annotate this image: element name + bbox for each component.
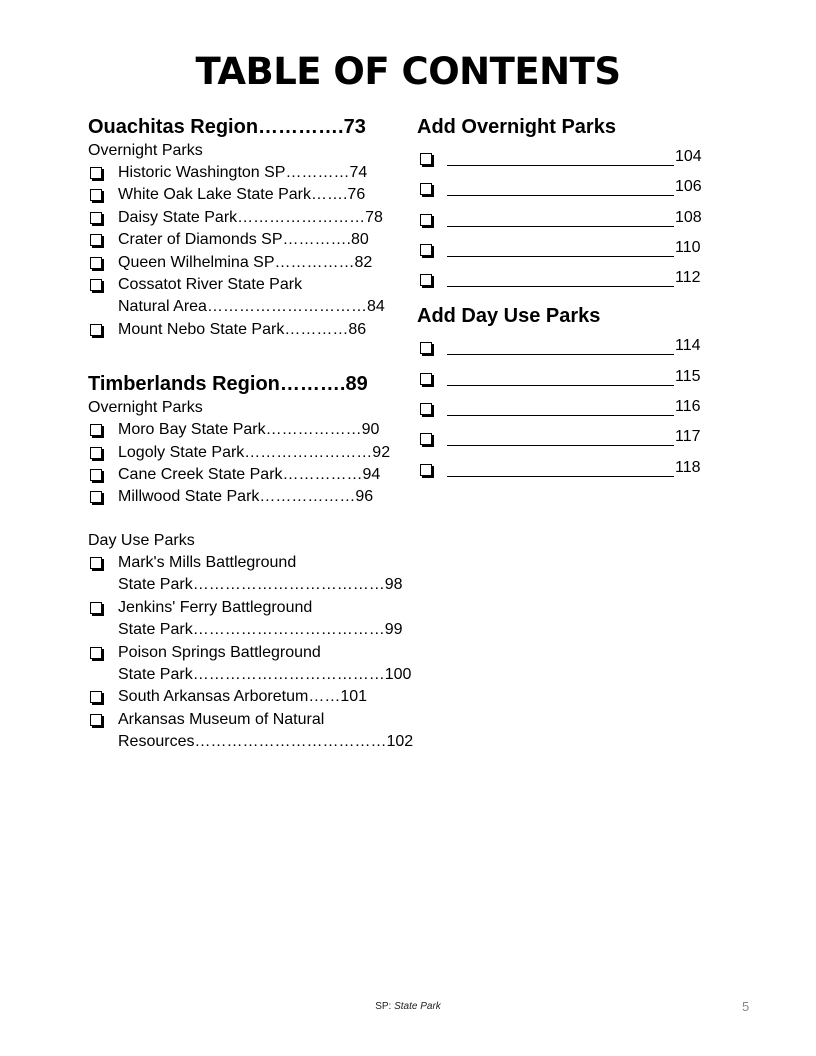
blank-entry-row (417, 335, 717, 365)
entry-text: Poison Springs Battleground (118, 643, 321, 661)
entry-text: Natural Area………………………… (118, 298, 367, 316)
add-section-heading: Add Overnight Parks (417, 116, 616, 138)
blank-write-line[interactable] (447, 354, 674, 355)
entry-line (118, 642, 388, 664)
entry-text: White Oak Lake State Park……. (118, 186, 348, 204)
entry-page-number: 90 (361, 421, 380, 439)
toc-entry (88, 552, 403, 597)
checkbox-icon[interactable] (420, 153, 432, 165)
toc-entry (88, 486, 388, 508)
entry-page-number: 96 (355, 488, 374, 506)
entry-page-number: 100 (384, 665, 412, 683)
subsection-label: Day Use Parks (88, 531, 195, 549)
checkbox-icon[interactable] (420, 274, 432, 286)
entry-text: Mount Nebo State Park………… (118, 320, 349, 338)
toc-entry (88, 252, 388, 274)
blank-entry-page-number: 106 (675, 178, 702, 196)
entry-text: State Park……………………………… (118, 576, 385, 594)
page-title: TABLE OF CONTENTS (195, 50, 621, 93)
entry-line (118, 296, 388, 318)
region-title: Ouachitas Region (88, 116, 259, 138)
footnote (0, 1001, 816, 1012)
entry-line (118, 619, 403, 641)
checkbox-icon[interactable] (90, 714, 102, 726)
entry-page-number: 98 (384, 576, 403, 594)
page-number: 5 (742, 999, 750, 1014)
entry-page-number: 84 (366, 298, 385, 316)
entry-line (118, 486, 388, 508)
entry-line (118, 597, 388, 619)
entry-line (118, 184, 388, 206)
blank-write-line[interactable] (447, 445, 674, 446)
checkbox-icon[interactable] (420, 373, 432, 385)
blank-write-line[interactable] (447, 385, 674, 386)
checkbox-icon[interactable] (420, 433, 432, 445)
entry-line (118, 686, 388, 708)
blank-entry-page-number: 108 (675, 208, 702, 226)
spacer (88, 509, 388, 530)
toc-right-column (417, 114, 717, 487)
entry-text: Jenkins' Ferry Battleground (118, 598, 313, 616)
entry-page-number: 80 (350, 231, 369, 249)
entry-page-number: 101 (340, 688, 368, 706)
toc-entry (88, 184, 388, 206)
blank-entry-page-number: 116 (675, 398, 701, 416)
checkbox-icon[interactable] (420, 403, 432, 415)
blank-entry-row (417, 426, 717, 456)
entry-text: South Arkansas Arboretum…… (118, 688, 341, 706)
checkbox-icon[interactable] (90, 424, 102, 436)
entry-line (118, 274, 388, 296)
entry-text: Arkansas Museum of Natural (118, 710, 325, 728)
blank-write-line[interactable] (447, 195, 674, 196)
checkbox-icon[interactable] (90, 167, 102, 179)
toc-entry (88, 464, 388, 486)
checkbox-icon[interactable] (90, 212, 102, 224)
toc-entry (88, 597, 403, 642)
blank-write-line[interactable] (447, 165, 674, 166)
entry-text: Cane Creek State Park…………… (118, 466, 363, 484)
entry-text: Queen Wilhelmina SP…………… (118, 253, 355, 271)
blank-write-line[interactable] (447, 226, 674, 227)
entry-page-number: 78 (365, 208, 383, 226)
toc-entry (88, 709, 414, 754)
blank-entry-page-number: 110 (675, 238, 701, 256)
subsection-label: Overnight Parks (88, 142, 203, 159)
entry-line (118, 252, 388, 274)
entry-text: Historic Washington SP………… (118, 164, 350, 181)
toc-entry (88, 207, 388, 229)
checkbox-icon[interactable] (90, 469, 102, 481)
checkbox-icon[interactable] (90, 324, 102, 336)
entry-line (118, 442, 391, 464)
entry-page-number: 102 (386, 733, 414, 751)
entry-text: State Park……………………………… (118, 665, 385, 683)
checkbox-icon[interactable] (90, 189, 102, 201)
entry-line (118, 229, 388, 251)
region-leader: …………. (258, 116, 344, 138)
checkbox-icon[interactable] (420, 464, 432, 476)
blank-entry-page-number: 118 (675, 458, 701, 476)
checkbox-icon[interactable] (90, 491, 102, 503)
entry-text: Logoly State Park…………………… (118, 443, 373, 461)
toc-entry (88, 642, 412, 687)
entry-page-number: 74 (349, 164, 368, 181)
entry-page-number: 76 (347, 186, 366, 204)
region-page-number: 73 (343, 116, 366, 138)
toc-entry (88, 319, 388, 341)
entry-text: State Park……………………………… (118, 621, 385, 639)
blank-entry-page-number: 115 (675, 367, 701, 385)
toc-left-column (88, 114, 414, 754)
checkbox-icon[interactable] (420, 183, 432, 195)
entry-text: Millwood State Park……………… (118, 488, 356, 506)
entry-text: Daisy State Park…………………… (118, 208, 366, 226)
spacer (88, 341, 388, 371)
blank-entry-page-number: 114 (675, 337, 701, 355)
blank-write-line[interactable] (447, 256, 674, 257)
entry-page-number: 94 (362, 466, 381, 484)
blank-entry-row (417, 207, 717, 237)
entry-line (118, 464, 388, 486)
entry-line (118, 419, 388, 441)
footnote-meaning: State Park (394, 1001, 441, 1012)
entry-text: Resources……………………………… (118, 733, 387, 751)
entry-line (118, 709, 388, 731)
region-leader: ………. (279, 373, 346, 396)
checkbox-icon[interactable] (420, 244, 432, 256)
blank-entry-page-number: 104 (675, 148, 702, 165)
region-heading (88, 114, 388, 140)
toc-entry (88, 162, 388, 184)
entry-line (118, 319, 388, 341)
checkbox-icon[interactable] (90, 647, 102, 659)
checkbox-icon[interactable] (90, 257, 102, 269)
entry-line (118, 207, 388, 229)
blank-entry-row (417, 457, 717, 487)
blank-entry-row (417, 146, 717, 176)
entry-line (118, 731, 414, 753)
checkbox-icon[interactable] (90, 691, 102, 703)
toc-entry (88, 229, 388, 251)
blank-entry-row (417, 267, 717, 297)
entry-line (118, 552, 388, 574)
blank-write-line[interactable] (447, 476, 674, 477)
blank-entry-row (417, 366, 717, 396)
toc-entry (88, 419, 388, 441)
entry-page-number: 86 (348, 320, 367, 338)
checkbox-icon[interactable] (90, 602, 102, 614)
blank-entry-row (417, 237, 717, 267)
entry-line (118, 162, 388, 184)
region-heading (88, 371, 388, 397)
checkbox-icon[interactable] (420, 342, 432, 354)
entry-text: Moro Bay State Park……………… (118, 421, 362, 439)
toc-entry (88, 442, 391, 464)
footnote-abbr: SP: (375, 1001, 392, 1012)
entry-page-number: 92 (372, 443, 391, 461)
blank-entry-row (417, 396, 717, 426)
region-title: Timberlands Region (88, 373, 280, 396)
subsection-label: Overnight Parks (88, 399, 203, 417)
checkbox-icon[interactable] (90, 447, 102, 459)
blank-write-line[interactable] (447, 415, 674, 416)
entry-line (118, 664, 412, 686)
checkbox-icon[interactable] (90, 557, 102, 569)
blank-entry-page-number: 117 (675, 428, 701, 446)
checkbox-icon[interactable] (90, 279, 102, 291)
entry-text: Mark's Mills Battleground (118, 553, 297, 571)
blank-entry-row (417, 176, 717, 206)
region-page-number: 89 (345, 373, 368, 396)
entry-line (118, 574, 403, 596)
blank-entry-page-number: 112 (675, 269, 701, 287)
add-section-heading: Add Day Use Parks (417, 305, 601, 328)
entry-text: Crater of Diamonds SP…………. (118, 231, 351, 249)
toc-entry (88, 686, 388, 708)
blank-write-line[interactable] (447, 286, 674, 287)
entry-page-number: 99 (384, 621, 403, 639)
toc-entry (88, 274, 388, 319)
entry-text: Cossatot River State Park (118, 276, 303, 294)
checkbox-icon[interactable] (420, 214, 432, 226)
checkbox-icon[interactable] (90, 234, 102, 246)
entry-page-number: 82 (354, 253, 373, 271)
